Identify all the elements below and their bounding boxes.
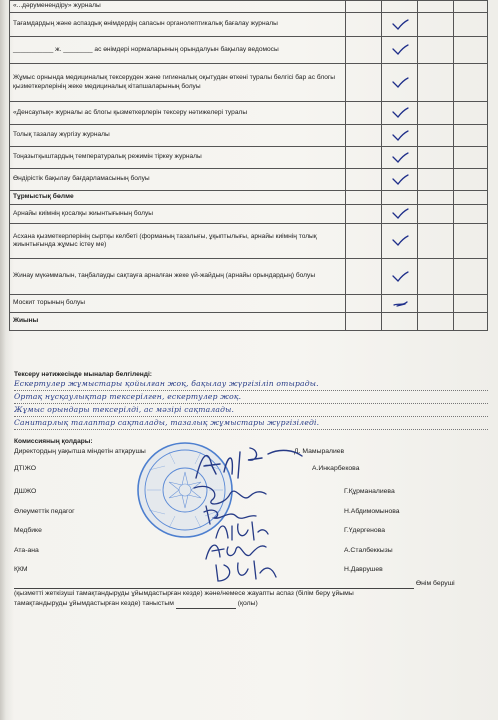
member-role: Директордың уақытша міндетін атқарушы — [14, 448, 146, 455]
checklist-row — [10, 37, 488, 64]
checkmark-icon — [391, 174, 409, 186]
item-text: Толық тазалау жүргізу журналы — [10, 125, 346, 147]
ack-signature-caption: (қолы) — [237, 600, 258, 607]
check-cell — [454, 147, 488, 169]
check-cell — [418, 205, 454, 224]
item-text: Тағамдардың және аспаздық өнімдердің сапасын органолептикалық бағалау журналы — [10, 13, 346, 37]
check-cell — [346, 37, 382, 64]
checkmark-icon — [391, 107, 409, 119]
member-role: ДТІЖО — [14, 465, 37, 472]
check-cell — [418, 37, 454, 64]
check-cell — [418, 147, 454, 169]
check-cell — [418, 125, 454, 147]
checkmark-icon — [391, 130, 409, 142]
handwritten-line-4: Санитарлық талаптар сақталады, тазалық жұмыстары жүргізіледі. — [14, 417, 488, 430]
checklist-row — [10, 169, 488, 191]
checklist-row — [10, 13, 488, 37]
item-text: Асхана қызметкерлерінің сыртқы келбеті (форманың тазалығы, ұқыптылығы, арнайы киімнің толық жиынтығында жұмыс істеу ме) — [10, 224, 346, 259]
check-cell — [454, 13, 488, 37]
check-cell — [346, 205, 382, 224]
ack-line-1 — [14, 579, 488, 589]
check-cell — [418, 1, 454, 13]
check-cell — [346, 313, 382, 331]
check-cell — [418, 102, 454, 125]
section-label: Жиыны — [10, 313, 346, 331]
member-role: Медбике — [14, 527, 42, 534]
check-cell — [418, 295, 454, 313]
check-cell — [454, 259, 488, 295]
check-cell — [346, 1, 382, 13]
checklist-row — [10, 1, 488, 13]
member-name: Н.Даврушев — [344, 566, 383, 573]
check-cell — [346, 259, 382, 295]
member-name: А.Стaлбеккызы — [344, 547, 393, 554]
checklist-row — [10, 259, 488, 295]
checklist-row — [10, 147, 488, 169]
check-cell — [454, 224, 488, 259]
check-cell — [382, 1, 418, 13]
check-cell — [382, 102, 418, 125]
check-cell — [382, 125, 418, 147]
member-name: Г.Құрманалиева — [344, 488, 395, 495]
checklist-row — [10, 224, 488, 259]
check-cell — [382, 295, 418, 313]
checkmark-icon — [391, 44, 409, 56]
signature-blank — [176, 600, 236, 609]
check-cell — [454, 1, 488, 13]
commission-title: Комиссияның қолдары: — [14, 438, 93, 445]
member-name: А.Инкарбекова — [312, 465, 360, 472]
check-cell — [346, 169, 382, 191]
check-cell — [382, 37, 418, 64]
ack-familiarized-label: тамақтандыруды ұйымдастырған кезде) таныстым — [14, 600, 174, 607]
checklist-row — [10, 125, 488, 147]
check-cell — [454, 102, 488, 125]
supplier-blank — [14, 580, 414, 589]
check-cell — [418, 224, 454, 259]
item-text: Арнайы киімнің қосалқы жиынтығының болуы — [10, 205, 346, 224]
checkmark-icon — [391, 77, 409, 89]
check-cell — [382, 224, 418, 259]
check-cell — [346, 224, 382, 259]
check-cell — [346, 13, 382, 37]
check-cell — [454, 37, 488, 64]
ack-line-3 — [14, 599, 488, 609]
check-cell — [454, 313, 488, 331]
checkmark-icon — [391, 152, 409, 164]
item-text: Жинау мүкәммалын, таңбалауды сақтауға арналған жеке үй-жайдың (арнайы орындардың) болуы — [10, 259, 346, 295]
checkmark-icon — [391, 271, 409, 283]
member-role: ДШЖО — [14, 488, 37, 495]
check-cell — [382, 191, 418, 205]
member-name: Н.Абдимомынова — [344, 508, 400, 515]
check-cell — [418, 313, 454, 331]
check-cell — [382, 13, 418, 37]
member-role: Ата-ана — [14, 547, 39, 554]
check-cell — [454, 191, 488, 205]
checklist-row — [10, 205, 488, 224]
check-cell — [418, 169, 454, 191]
check-cell — [454, 125, 488, 147]
results-title: Тексеру нәтижесінде мыналар белгіленді: — [14, 371, 152, 378]
check-cell — [454, 64, 488, 102]
check-cell — [418, 191, 454, 205]
handwritten-line-1: Ескертулер жұмыстары қойылған жоқ, бақылау жүргізіліп отырады. — [14, 378, 488, 391]
checkmark-icon — [391, 235, 409, 247]
check-cell — [454, 295, 488, 313]
item-text: «...дәруменендіру» журналы — [10, 1, 346, 13]
check-cell — [382, 169, 418, 191]
item-text: Өндірістік бақылау бағдарламасының болуы — [10, 169, 346, 191]
item-text: Жұмыс орнында медициналық тексеруден және гигиеналық оқытудан өткені туралы белгісі бар ас блогы қызметкерлерінің жеке медициналық кітапшаларының болуы — [10, 64, 346, 102]
checklist-row — [10, 102, 488, 125]
acknowledgement-section — [14, 579, 488, 609]
check-cell — [382, 147, 418, 169]
section-row — [10, 191, 488, 205]
member-role: ҚКМ — [14, 566, 28, 573]
member-name: Д. Мамыралиев — [294, 448, 345, 455]
check-cell — [418, 259, 454, 295]
check-cell — [382, 313, 418, 331]
member-name: Г.Үдергенова — [344, 527, 386, 534]
handwritten-line-3: Жұмыс орындары тексерілді, ас мәзірі сақталады. — [14, 404, 488, 417]
check-cell — [382, 259, 418, 295]
checklist-row — [10, 295, 488, 313]
handwritten-line-2: Ортақ нұсқаулықтар тексерілген, ескертулер жоқ. — [14, 391, 488, 404]
check-cell — [382, 205, 418, 224]
member-role: Әлеуметтік педагог — [14, 508, 75, 515]
item-text: Москит торының болуы — [10, 295, 346, 313]
check-cell — [346, 102, 382, 125]
check-cell — [346, 64, 382, 102]
check-cell — [346, 191, 382, 205]
check-cell — [454, 205, 488, 224]
checkmark-icon — [391, 19, 409, 31]
checklist-row — [10, 64, 488, 102]
item-text: ___________ ж. ________ ас өнімдері нормаларының орындалуын бақылау ведомосы — [10, 37, 346, 64]
check-cell — [418, 64, 454, 102]
check-cell — [346, 147, 382, 169]
section-label: Тұрмыстық бөлме — [10, 191, 346, 205]
dash-mark-icon — [391, 298, 409, 310]
item-text: «Денсаулық» журналы ас блогы қызметкерлерін тексеру нәтижелері туралы — [10, 102, 346, 125]
ack-line-2: (қызметті жеткізуші тамақтандыруды ұйымдастырған кезде) және/немесе жауапты аспаз (білім беру ұйымы — [14, 590, 354, 597]
results-section — [14, 371, 488, 430]
ack-supplier-label: Өнім беруші — [415, 580, 455, 587]
check-cell — [454, 169, 488, 191]
check-cell — [346, 295, 382, 313]
checkmark-icon — [391, 208, 409, 220]
signature-director — [190, 444, 310, 484]
section-row — [10, 313, 488, 331]
check-cell — [346, 125, 382, 147]
check-cell — [382, 64, 418, 102]
item-text: Тоңазытқыштардың температуралық режимін тіркеу журналы — [10, 147, 346, 169]
checklist-table — [9, 0, 488, 331]
check-cell — [418, 13, 454, 37]
